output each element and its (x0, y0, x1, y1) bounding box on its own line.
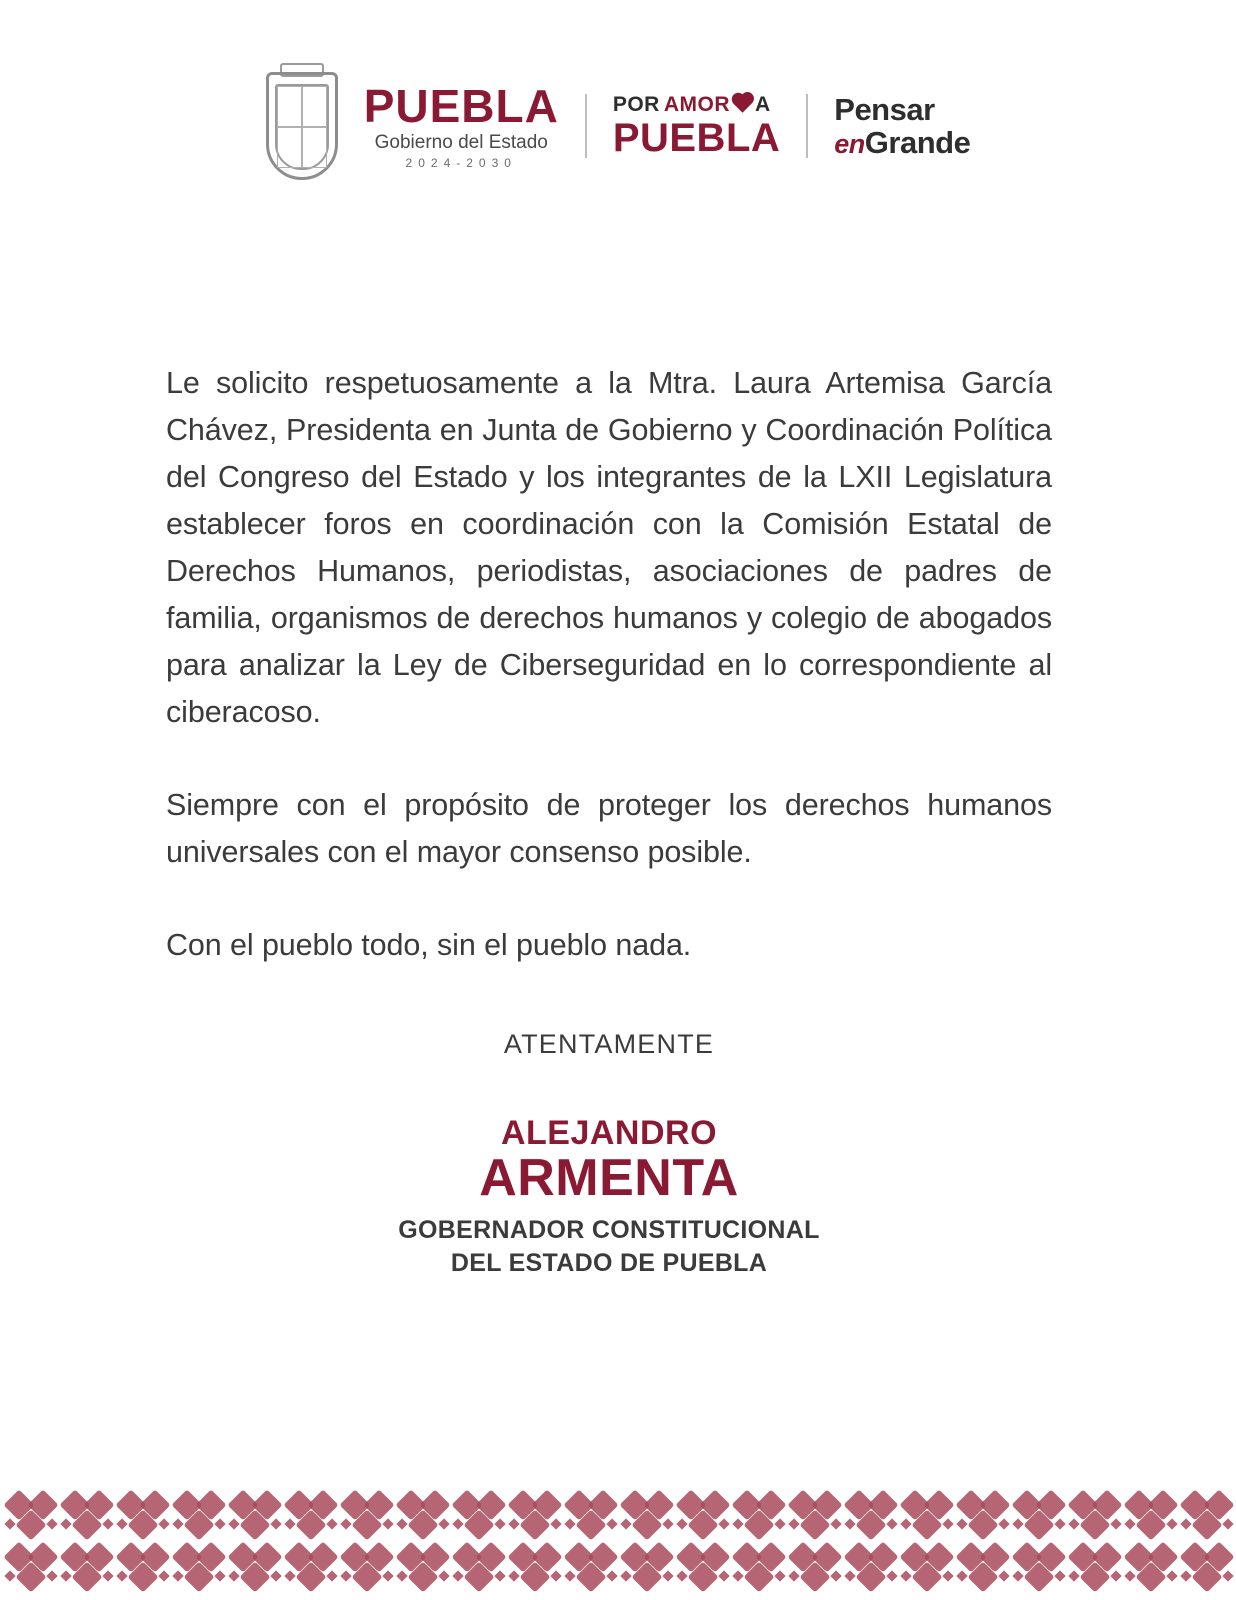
greca-glyph (1012, 1490, 1068, 1542)
pensar-en-grande-lockup (834, 94, 970, 158)
greca-glyph (788, 1542, 844, 1594)
greca-glyph (1068, 1490, 1124, 1542)
greca-glyph (508, 1490, 564, 1542)
pensar-en-word: en (834, 129, 865, 159)
por-amor-a-puebla-lockup (613, 94, 780, 158)
greca-glyph (228, 1490, 284, 1542)
amor-bottom-word: PUEBLA (612, 116, 781, 160)
paragraph-3: Con el pueblo todo, sin el pueblo nada. (166, 928, 692, 962)
greca-glyph (1068, 1542, 1124, 1594)
greca-glyph (564, 1490, 620, 1542)
greca-glyph (956, 1490, 1012, 1542)
puebla-coat-of-arms-icon (266, 72, 338, 180)
greca-glyph (396, 1490, 452, 1542)
puebla-wordmark: PUEBLA (363, 80, 559, 132)
greca-glyph (676, 1542, 732, 1594)
greca-glyph (172, 1542, 228, 1594)
pattern-row-top (0, 1490, 1236, 1542)
greca-glyph (676, 1490, 732, 1542)
greca-glyph (788, 1490, 844, 1542)
amor-suffix: A (755, 93, 771, 116)
greca-glyph (1180, 1490, 1236, 1542)
greca-glyph (284, 1490, 340, 1542)
logo-divider (585, 94, 587, 158)
logo-divider-2 (806, 94, 808, 158)
greca-glyph (60, 1490, 116, 1542)
document-body (166, 360, 1052, 1276)
pensar-line-1: Pensar (834, 92, 935, 127)
pattern-row-bottom (0, 1542, 1236, 1594)
header-logo-bar (0, 72, 1236, 180)
greca-diamond-pattern-icon (0, 1490, 1236, 1600)
greca-glyph (1124, 1490, 1180, 1542)
greca-glyph (508, 1542, 564, 1594)
puebla-government-lockup (363, 80, 559, 170)
signer-last-name: ARMENTA (479, 1149, 739, 1207)
greca-glyph (844, 1542, 900, 1594)
signer-first-name: ALEJANDRO (500, 1114, 718, 1152)
signature-block (166, 1116, 1052, 1276)
greca-glyph (452, 1490, 508, 1542)
greca-glyph (340, 1542, 396, 1594)
heart-icon (733, 94, 751, 112)
puebla-term-years: 2024-2030 (405, 156, 517, 170)
greca-glyph (620, 1542, 676, 1594)
greca-glyph (620, 1490, 676, 1542)
signer-role-line-1: GOBERNADOR CONSTITUCIONAL (398, 1216, 820, 1244)
puebla-subtitle: Gobierno del Estado (374, 132, 548, 153)
greca-glyph (396, 1542, 452, 1594)
greca-glyph (116, 1490, 172, 1542)
greca-glyph (340, 1490, 396, 1542)
paragraph-1: Le solicito respetuosamente a la Mtra. Laura Artemisa García Chávez, Presidenta en Junta de Gobierno y Coordinación Política del Congreso del Estado y los integrantes de la LXII Legislatura establecer foros en coordinación con la Comisión Estatal de Derechos Humanos, periodistas, asociaciones de padres de familia, organismos de derechos humanos y colegio de abogados para analizar la Ley de Ciberseguridad en lo correspondiente al ciberacoso. (166, 366, 1052, 729)
greca-glyph (564, 1542, 620, 1594)
greca-glyph (844, 1490, 900, 1542)
greca-glyph (900, 1542, 956, 1594)
greca-glyph (4, 1490, 60, 1542)
greca-glyph (1012, 1542, 1068, 1594)
greca-glyph (732, 1542, 788, 1594)
amor-prefix: POR (612, 93, 660, 116)
closing-salutation: ATENTAMENTE (503, 1029, 715, 1059)
greca-glyph (1180, 1542, 1236, 1594)
greca-glyph (452, 1542, 508, 1594)
greca-glyph (116, 1542, 172, 1594)
greca-glyph (900, 1490, 956, 1542)
greca-glyph (732, 1490, 788, 1542)
amor-word: AMOR (663, 93, 730, 116)
greca-glyph (228, 1542, 284, 1594)
paragraph-2: Siempre con el propósito de proteger los derechos humanos universales con el mayor consenso posible. (166, 788, 1052, 869)
pensar-line-2: Grande (864, 125, 971, 160)
greca-glyph (172, 1490, 228, 1542)
greca-glyph (1124, 1542, 1180, 1594)
signer-role-line-2: DEL ESTADO DE PUEBLA (450, 1249, 768, 1277)
greca-glyph (956, 1542, 1012, 1594)
greca-glyph (284, 1542, 340, 1594)
greca-glyph (60, 1542, 116, 1594)
greca-glyph (4, 1542, 60, 1594)
